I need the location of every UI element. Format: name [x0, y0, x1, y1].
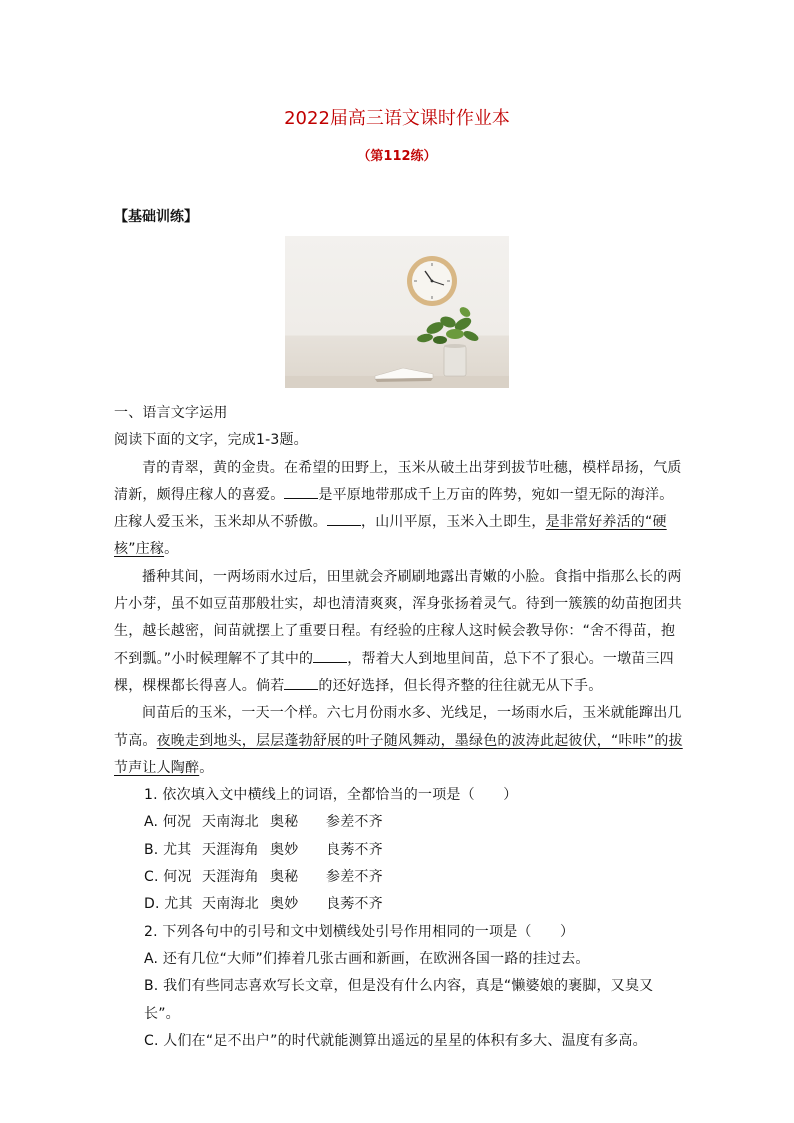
clock-plant-photo: [285, 236, 509, 388]
blank-2: [327, 511, 361, 526]
blank-4: [284, 675, 318, 690]
passage-paragraph-3: 间苗后的玉米，一天一个样。六七月份雨水多、光线足，一场雨水后，玉米就能蹿出几节高。夜晚走到地头，层层蓬勃舒展的叶子随风舞动，墨绿色的波涛此起彼伏，“咔咔”的拔节声让人陶醉。: [114, 705, 683, 776]
question-1-option-c: C. 何况 天涯海角 奥秘 参差不齐: [144, 869, 383, 886]
question-1-option-d: D. 尤其 天南海北 奥妙 良莠不齐: [144, 896, 383, 913]
passage-paragraph-1: 青的青翠，黄的金贵。在希望的田野上，玉米从破土出芽到拔节吐穗，模样昂扬，气质清新，颇得庄稼人的喜爱。 是平原地带那成千上万亩的阵势，宛如一望无际的海洋。庄稼人爱玉米，玉米却从不骄傲。 ，山川平原，玉米入土即生，是非常好养活的“硬核”庄稼。: [114, 459, 682, 558]
question-2-option-b: B. 我们有些同志喜欢写长文章，但是没有什么内容，真是“懒婆娘的裹脚，又臭又长”。: [144, 978, 654, 1022]
blank-1: [284, 484, 318, 499]
reading-instruction: 阅读下面的文字，完成1-3题。: [114, 432, 308, 449]
question-2-option-a: A. 还有几位“大师”们捧着几张古画和新画，在欧洲各国一路的挂过去。: [144, 950, 590, 967]
part-heading: 一、语言文字运用: [114, 405, 228, 421]
underlined-phrase-1: 是非常好养活的“硬核”庄稼: [114, 514, 667, 558]
question-2-stem: 2. 下列各句中的引号和文中划横线处引号作用相同的一项是（ ）: [144, 923, 575, 940]
question-1-option-b: B. 尤其 天涯海角 奥妙 良莠不齐: [144, 841, 383, 858]
plant-icon: [416, 305, 480, 344]
blank-3: [313, 648, 347, 663]
photo-illustration: [285, 236, 509, 388]
page-subtitle: （第112练）: [357, 149, 437, 164]
page-title: 2022届高三语文课时作业本: [284, 108, 510, 129]
section-tag: 【基础训练】: [114, 209, 198, 225]
passage-paragraph-2: 播种其间，一两场雨水过后，田里就会齐刷刷地露出青嫩的小脸。食指中指那么长的两片小芽，虽不如豆苗那般壮实，却也清清爽爽，浑身张扬着灵气。待到一簇簇的幼苗抱团共生，越长越密，间苗就摆上了重要日程。有经验的庄稼人这时候会教导你：“舍不得苗，抱不到瓢。”小时候理解不了其中的 ，帮着大人到地里间苗，总下不了狠心。一墩苗三四棵，棵棵都长得喜人。倘若 的还好选择，但长得齐整的往往就无从下手。: [114, 568, 682, 694]
underlined-phrase-2: 夜晚走到地头，层层蓬勃舒展的叶子随风舞动，墨绿色的波涛此起彼伏，“咔咔”的拔节声让人陶醉: [114, 732, 683, 776]
question-1-stem: 1. 依次填入文中横线上的词语，全都恰当的一项是（ ）: [144, 787, 518, 804]
question-1-option-a: A. 何况 天南海北 奥秘 参差不齐: [144, 814, 383, 831]
exercise-content: [114, 400, 684, 1055]
question-2-option-c: C. 人们在“足不出户”的时代就能测算出遥远的星星的体积有多大、温度有多高。: [144, 1032, 647, 1049]
